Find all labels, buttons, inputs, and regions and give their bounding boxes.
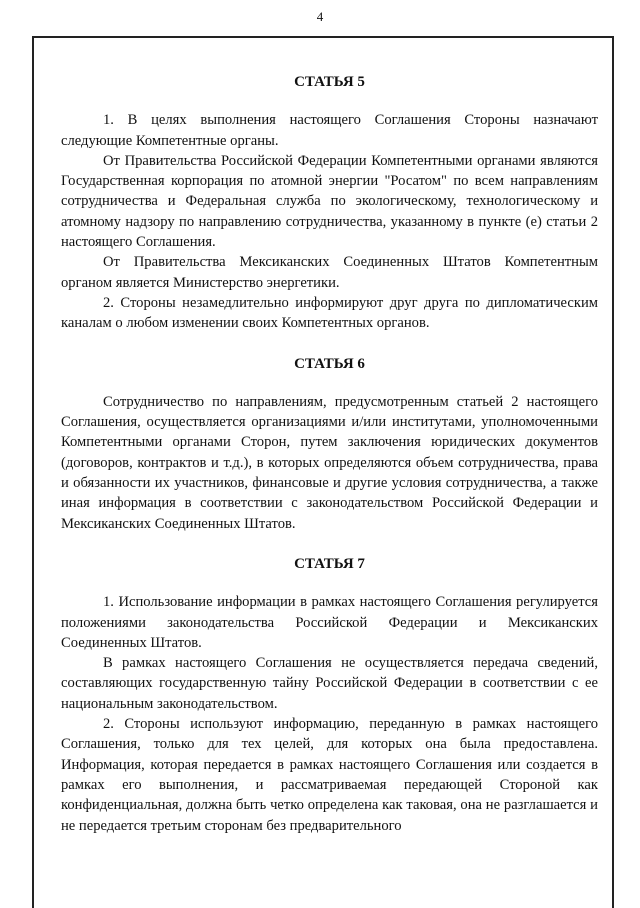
article-5-paragraph-2: От Правительства Российской Федерации Компетентными органами являются Государственная корпорация по атомной энергии "Росатом" по всем направлениям сотрудничества и Федеральная служба по экологическому, технологическому и атомному надзору по направлению сотрудничества, указанному в пункте (е) статьи 2 настоящего Соглашения. [61,152,598,251]
document-body [61,72,598,836]
article-6-title: СТАТЬЯ 6 [294,355,365,372]
article-5 [61,72,598,334]
article-5-paragraph-4: 2. Стороны незамедлительно информируют друг друга по дипломатическим каналам о любом изменении своих Компетентных органов. [61,294,598,332]
article-7-title: СТАТЬЯ 7 [294,555,365,572]
article-7 [61,554,598,836]
article-7-paragraph-3: 2. Стороны используют информацию, переданную в рамках настоящего Соглашения, только для тех целей, для которых она была предоставлена. Информация, которая передается в рамках настоящего Соглашения или создается в рамках его выполнения, и рассматриваемая передающей Стороной как конфиденциальная, должна быть четко определена как таковая, она не разглашается и не передается третьим сторонам без предварительного [61,716,598,834]
article-5-paragraph-1: 1. В целях выполнения настоящего Соглашения Стороны назначают следующие Компетентные органы. [61,112,598,149]
article-7-paragraph-1: 1. Использование информации в рамках настоящего Соглашения регулируется положениями законодательства Российской Федерации и Мексиканских Соединенных Штатов. [61,594,598,651]
article-6 [61,354,598,534]
article-5-title: СТАТЬЯ 5 [294,74,365,90]
article-5-paragraph-3: От Правительства Мексиканских Соединенных Штатов Компетентным органом является Министерство энергетики. [61,254,598,291]
article-7-paragraph-2: В рамках настоящего Соглашения не осуществляется передача сведений, составляющих государственную тайну Российской Федерации в соответствии с ее национальным законодательством. [61,655,598,712]
article-6-paragraph-1: Сотрудничество по направлениям, предусмотренным статьей 2 настоящего Соглашения, осуществляется организациями и/или институтами, уполномоченными Компетентными органами Сторон, путем заключения юридических документов (договоров, контрактов и т.д.), в которых определяются объем сотрудничества, права и обязанности их участников, финансовые и другие условия сотрудничества, а также иная информация в соответствии с законодательством Российской Федерации и Мексиканских Соединенных Штатов. [61,393,598,532]
page-number: 4 [316,9,324,24]
